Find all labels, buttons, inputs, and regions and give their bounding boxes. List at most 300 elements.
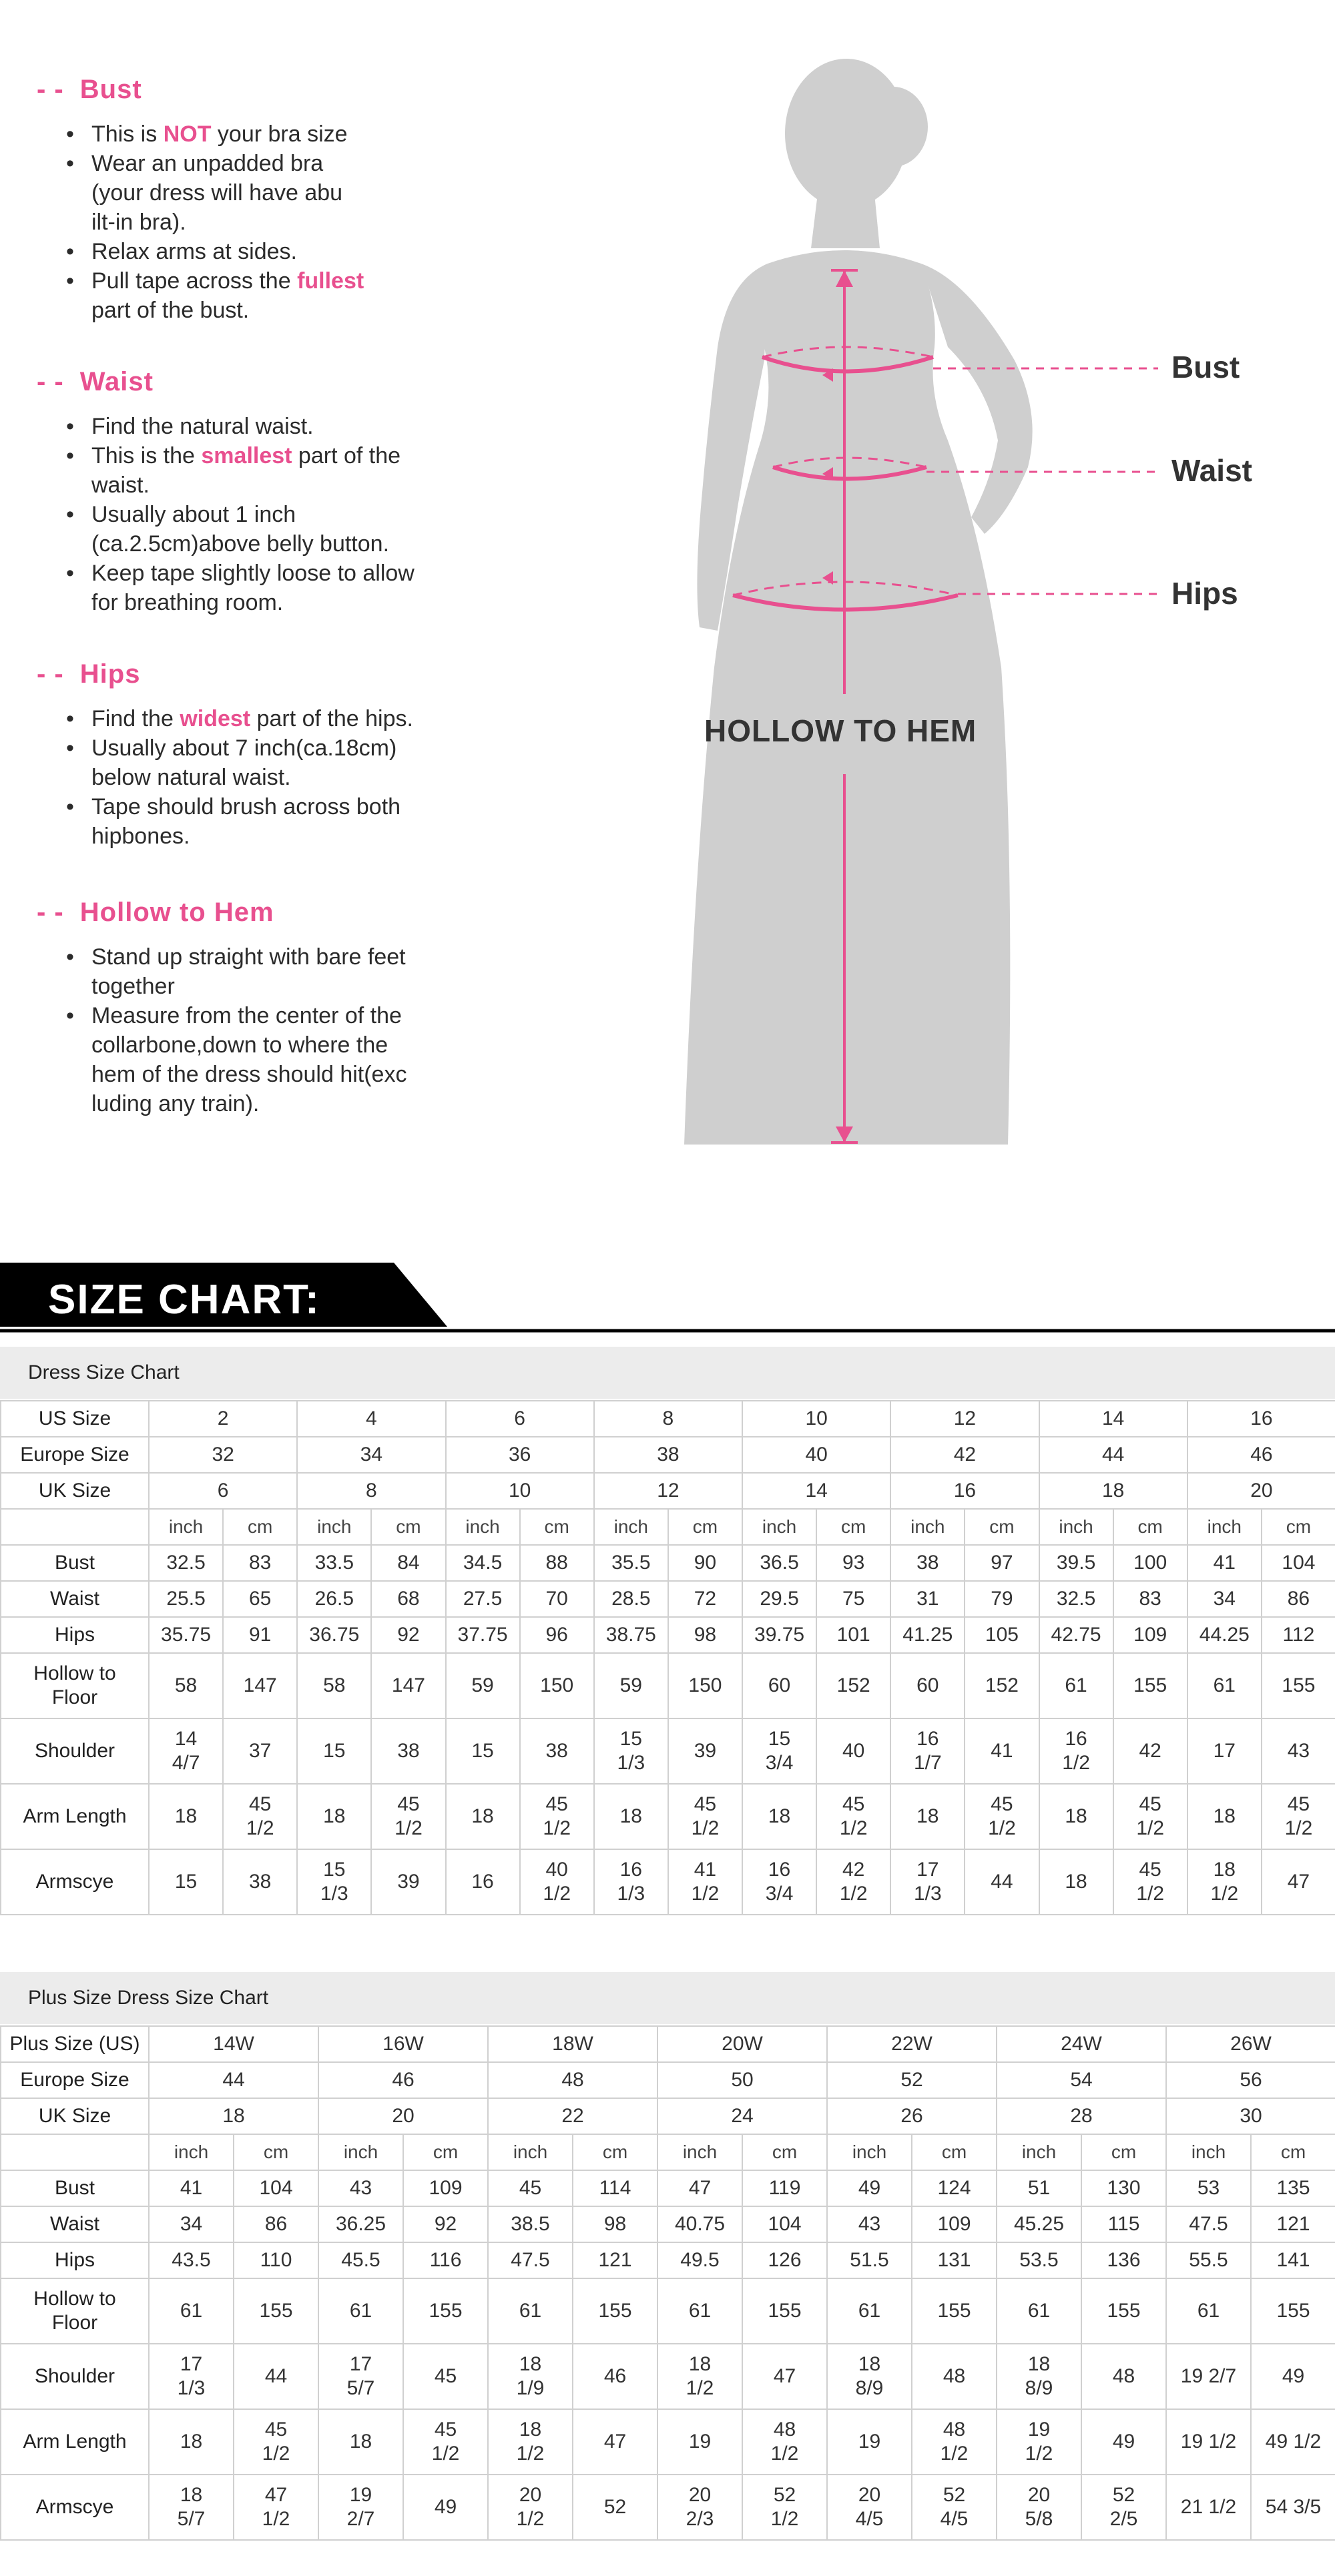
value-cell [997, 2278, 1081, 2344]
value-line: 38 [249, 1871, 272, 1893]
value-line: 19 [1027, 2419, 1051, 2441]
value-cell [965, 1545, 1039, 1581]
value-line: 17 [916, 1859, 939, 1881]
value-line: 43 [1287, 1740, 1310, 1762]
value-cell [371, 1617, 445, 1653]
value-line: 75 [842, 1588, 865, 1610]
value-cell [742, 1849, 816, 1915]
value-cell [573, 2344, 657, 2409]
value-line: 20 [858, 2484, 881, 2506]
unit-inch: inch [1187, 1509, 1262, 1545]
value-cell [668, 1617, 742, 1653]
value-line: 61 [1213, 1674, 1236, 1696]
value-cell [149, 2170, 234, 2206]
value-cell [318, 2344, 403, 2409]
value-cell [488, 2278, 573, 2344]
value-cell [1262, 1849, 1335, 1915]
value-line: 2/5 [1109, 2508, 1138, 2530]
value-line: 5/7 [177, 2508, 206, 2530]
value-line: 16 [768, 1859, 791, 1881]
measurement-row [1, 2409, 1335, 2475]
unit-inch: inch [149, 1509, 223, 1545]
value-line: 20 [688, 2484, 712, 2506]
value-line: 61 [1065, 1674, 1087, 1696]
value-line: 1/2 [988, 1817, 1016, 1839]
unit-cm: cm [912, 2134, 997, 2170]
value-line: 130 [1107, 2177, 1141, 2199]
value-cell [890, 1784, 965, 1849]
size-cell: 26 [827, 2098, 997, 2134]
value-line: 45 [694, 1793, 717, 1815]
value-cell [446, 1718, 520, 1784]
value-line: 79 [991, 1588, 1013, 1610]
value-line: 33.5 [314, 1552, 354, 1574]
value-line: 15 [323, 1859, 346, 1881]
value-cell [965, 1617, 1039, 1653]
value-cell [657, 2278, 742, 2344]
value-line: 92 [434, 2213, 457, 2235]
value-cell [1262, 1653, 1335, 1718]
value-cell [149, 2242, 234, 2278]
value-line: 40 [842, 1740, 865, 1762]
value-cell [573, 2475, 657, 2540]
value-cell [816, 1849, 890, 1915]
value-line: 15 [768, 1728, 791, 1750]
value-cell [403, 2278, 488, 2344]
value-line: 3/4 [765, 1752, 794, 1774]
value-line: 1/2 [1025, 2443, 1053, 2465]
value-line: 45 [397, 1793, 420, 1815]
measurement-row [1, 1653, 1335, 1718]
value-cell [890, 1617, 965, 1653]
value-line: 1/2 [1284, 1817, 1313, 1839]
value-line: 45.5 [341, 2249, 380, 2271]
value-line: 135 [1276, 2177, 1310, 2199]
value-line: 104 [768, 2213, 802, 2235]
value-line: 19 [349, 2484, 372, 2506]
size-cell: 34 [297, 1437, 445, 1473]
value-cell [1187, 1653, 1262, 1718]
value-line: 53 [1197, 2177, 1220, 2199]
value-line: 41.25 [902, 1624, 953, 1646]
value-line: 38.5 [511, 2213, 550, 2235]
row-header [1, 1784, 149, 1849]
value-cell [1039, 1784, 1113, 1849]
size-cell: 16W [318, 2026, 488, 2062]
value-cell [816, 1784, 890, 1849]
value-cell [1166, 2170, 1251, 2206]
size-cell: 12 [890, 1401, 1039, 1437]
value-line: 4/7 [172, 1752, 200, 1774]
hollow-to-hem-label: HOLLOW TO HEM [704, 713, 977, 748]
row-header [1, 2242, 149, 2278]
value-line: 35.5 [611, 1552, 651, 1574]
value-cell [318, 2206, 403, 2242]
row-header [1, 1653, 149, 1718]
value-cell [657, 2206, 742, 2242]
value-cell [403, 2475, 488, 2540]
value-line: 92 [397, 1624, 420, 1646]
value-cell [234, 2475, 318, 2540]
value-line: 49 [1282, 2365, 1305, 2387]
value-line: 34 [1213, 1588, 1236, 1610]
row-header [1, 2344, 149, 2409]
value-line: 1/9 [516, 2377, 545, 2399]
value-cell [149, 2344, 234, 2409]
value-line: 90 [694, 1552, 717, 1574]
value-line: 29.5 [760, 1588, 799, 1610]
size-cell: 18W [488, 2026, 657, 2062]
value-cell [827, 2344, 912, 2409]
value-line: 88 [545, 1552, 568, 1574]
value-cell [1113, 1849, 1187, 1915]
value-cell [742, 1718, 816, 1784]
value-line: 34.5 [463, 1552, 503, 1574]
value-cell [1251, 2409, 1335, 2475]
size-cell: 38 [594, 1437, 742, 1473]
value-line: 43 [349, 2177, 372, 2199]
value-cell [742, 1545, 816, 1581]
value-line: 97 [991, 1552, 1013, 1574]
value-cell [149, 1545, 223, 1581]
value-line: 48 [943, 2365, 966, 2387]
size-cell: 46 [318, 2062, 488, 2098]
size-cell: 36 [446, 1437, 594, 1473]
unit-cm: cm [1113, 1509, 1187, 1545]
value-line: 35.75 [161, 1624, 212, 1646]
value-line: 18 [1065, 1871, 1087, 1893]
value-cell [827, 2409, 912, 2475]
value-line: 58 [174, 1674, 198, 1696]
value-line: 45 [434, 2365, 457, 2387]
value-line: 18 [688, 2353, 712, 2375]
value-cell [1262, 1718, 1335, 1784]
value-line: 18 [1027, 2353, 1051, 2375]
value-line: 114 [599, 2177, 631, 2199]
value-cell [488, 2206, 573, 2242]
value-line: 2/3 [686, 2508, 714, 2530]
bust-label: Bust [1171, 350, 1240, 384]
value-cell [997, 2344, 1081, 2409]
value-line: 1/2 [516, 2443, 545, 2465]
measurement-row [1, 1784, 1335, 1849]
value-cell [149, 1784, 223, 1849]
size-cell: 44 [149, 2062, 318, 2098]
measurement-row [1, 2206, 1335, 2242]
value-cell [827, 2170, 912, 2206]
measurement-row [1, 2170, 1335, 2206]
size-cell: 10 [742, 1401, 890, 1437]
value-line: 40 [545, 1859, 568, 1881]
value-cell [371, 1581, 445, 1617]
unit-cm: cm [668, 1509, 742, 1545]
size-cell: 22 [488, 2098, 657, 2134]
unit-cm: cm [816, 1509, 890, 1545]
value-line: 20 [1027, 2484, 1051, 2506]
value-cell [594, 1653, 668, 1718]
size-cell: 50 [657, 2062, 827, 2098]
value-line: 1/2 [246, 1817, 274, 1839]
row-header [1, 2475, 149, 2540]
value-line: 41 [694, 1859, 717, 1881]
europe-size-row [1, 1437, 1335, 1473]
value-cell [297, 1617, 371, 1653]
value-line: 47 [773, 2365, 796, 2387]
value-cell [1251, 2170, 1335, 2206]
unit-cm: cm [1251, 2134, 1335, 2170]
value-line: 18 [916, 1805, 939, 1827]
value-line: 104 [259, 2177, 293, 2199]
value-cell [234, 2170, 318, 2206]
value-cell [520, 1581, 594, 1617]
value-cell [657, 2170, 742, 2206]
value-cell [1081, 2206, 1166, 2242]
value-line: 155 [1107, 2300, 1141, 2322]
value-cell [912, 2344, 997, 2409]
bullet: • Relax arms at sides. [37, 237, 364, 266]
value-line: 60 [916, 1674, 939, 1696]
value-cell [149, 1581, 223, 1617]
value-line: 98 [603, 2213, 627, 2235]
value-cell [827, 2278, 912, 2344]
value-line: 43 [858, 2213, 881, 2235]
value-cell [890, 1581, 965, 1617]
size-cell: 42 [890, 1437, 1039, 1473]
section-heading: - - Bust [37, 75, 142, 104]
hips-label: Hips [1171, 576, 1238, 611]
value-line: 105 [985, 1624, 1019, 1646]
value-line: 150 [540, 1674, 574, 1696]
unit-inch: inch [488, 2134, 573, 2170]
value-cell [446, 1849, 520, 1915]
value-cell [297, 1545, 371, 1581]
value-cell [1187, 1718, 1262, 1784]
value-line: 41 [1213, 1552, 1236, 1574]
value-line: 19 [688, 2431, 712, 2453]
value-line: 47 [688, 2177, 712, 2199]
value-line: 8/9 [1025, 2377, 1053, 2399]
value-line: 155 [598, 2300, 632, 2322]
size-cell: 52 [827, 2062, 997, 2098]
row-header-line: Hips [54, 2249, 95, 2271]
value-line: 45.25 [1013, 2213, 1065, 2235]
value-cell [403, 2206, 488, 2242]
value-line: 47.5 [1189, 2213, 1228, 2235]
value-line: 43.5 [172, 2249, 211, 2271]
value-cell [488, 2344, 573, 2409]
value-cell [520, 1849, 594, 1915]
value-cell [965, 1784, 1039, 1849]
size-cell: 14 [1039, 1401, 1187, 1437]
measurement-guide [0, 0, 1335, 1195]
value-cell [1187, 1784, 1262, 1849]
plus-chart-title: Plus Size Dress Size Chart [0, 1972, 1335, 2024]
value-line: 19 2/7 [1180, 2365, 1237, 2387]
value-line: 49 [434, 2496, 457, 2518]
value-line: 4/5 [940, 2508, 969, 2530]
us-size-row [1, 1401, 1335, 1437]
value-line: 155 [429, 2300, 463, 2322]
value-line: 109 [937, 2213, 971, 2235]
value-line: 131 [937, 2249, 971, 2271]
size-cell: 8 [297, 1473, 445, 1509]
row-header [1, 2409, 149, 2475]
unit-inch: inch [657, 2134, 742, 2170]
value-line: 104 [1282, 1552, 1316, 1574]
row-header-line: Armscye [35, 1871, 114, 1893]
unit-inch: inch [890, 1509, 965, 1545]
value-cell [827, 2242, 912, 2278]
value-cell [297, 1581, 371, 1617]
value-line: 51 [1027, 2177, 1051, 2199]
bullet: • This is NOT your bra size [37, 119, 364, 149]
value-line: 45 [842, 1793, 865, 1815]
value-cell [446, 1581, 520, 1617]
value-line: 58 [323, 1674, 346, 1696]
value-line: 83 [249, 1552, 272, 1574]
value-line: 116 [429, 2249, 462, 2271]
value-line: 38 [916, 1552, 939, 1574]
value-line: 101 [836, 1624, 870, 1646]
value-line: 61 [1197, 2300, 1220, 2322]
value-line: 31 [916, 1588, 939, 1610]
row-header: UK Size [1, 1473, 149, 1509]
size-cell: 18 [1039, 1473, 1187, 1509]
size-cell: 8 [594, 1401, 742, 1437]
size-cell: 14W [149, 2026, 318, 2062]
dress-size-table [0, 1400, 1335, 1915]
value-line: 45 [1139, 1793, 1161, 1815]
value-cell [965, 1849, 1039, 1915]
value-line: 1/3 [617, 1883, 645, 1905]
value-cell [446, 1545, 520, 1581]
value-line: 1/2 [516, 2508, 545, 2530]
unit-inch: inch [742, 1509, 816, 1545]
value-line: 1/2 [543, 1817, 571, 1839]
value-line: 1/2 [691, 1817, 720, 1839]
value-line: 1/3 [913, 1883, 942, 1905]
value-line: 49.5 [680, 2249, 720, 2271]
value-cell [912, 2242, 997, 2278]
value-cell [1113, 1581, 1187, 1617]
value-line: 52 [943, 2484, 966, 2506]
value-cell [573, 2242, 657, 2278]
value-line: 2/7 [346, 2508, 375, 2530]
europe-size-row [1, 2062, 1335, 2098]
value-line: 32.5 [1056, 1588, 1096, 1610]
value-cell [912, 2170, 997, 2206]
value-cell [297, 1718, 371, 1784]
value-line: 18 [1213, 1805, 1236, 1827]
value-line: 44.25 [1199, 1624, 1250, 1646]
size-cell: 20W [657, 2026, 827, 2062]
unit-inch: inch [594, 1509, 668, 1545]
value-cell [1039, 1581, 1113, 1617]
unit-inch: inch [318, 2134, 403, 2170]
value-line: 65 [249, 1588, 272, 1610]
value-cell [1251, 2278, 1335, 2344]
value-line: 39 [694, 1740, 717, 1762]
unit-cm: cm [573, 2134, 657, 2170]
size-cell: 18 [149, 2098, 318, 2134]
value-line: 17 [1213, 1740, 1236, 1762]
row-header: US Size [1, 1401, 149, 1437]
size-cell: 48 [488, 2062, 657, 2098]
size-cell: 24W [997, 2026, 1166, 2062]
value-line: 44 [264, 2365, 288, 2387]
value-line: 47 [264, 2484, 288, 2506]
value-line: 3/4 [765, 1883, 794, 1905]
value-line: 47.5 [511, 2249, 550, 2271]
value-line: 1/7 [913, 1752, 942, 1774]
value-line: 14 [174, 1728, 198, 1750]
value-line: 55.5 [1189, 2249, 1228, 2271]
value-line: 61 [858, 2300, 881, 2322]
value-cell [1187, 1849, 1262, 1915]
unit-cm: cm [1081, 2134, 1166, 2170]
value-line: 41 [180, 2177, 203, 2199]
value-cell [223, 1581, 297, 1617]
value-line: 126 [768, 2249, 802, 2271]
hair-bun [858, 87, 928, 167]
value-line: 26.5 [314, 1588, 354, 1610]
measurement-row [1, 1718, 1335, 1784]
bullet: • Wear an unpadded bra (your dress will have abu ilt-in bra). [37, 149, 364, 237]
value-cell [912, 2206, 997, 2242]
value-cell [965, 1581, 1039, 1617]
value-line: 45 [249, 1793, 272, 1815]
value-line: 40.75 [674, 2213, 726, 2235]
value-line: 18 [519, 2419, 542, 2441]
size-cell: 12 [594, 1473, 742, 1509]
value-line: 45 [264, 2419, 288, 2441]
value-cell [371, 1849, 445, 1915]
row-header [1, 1617, 149, 1653]
value-line: 147 [243, 1674, 277, 1696]
row-header [1, 1545, 149, 1581]
value-line: 53.5 [1019, 2249, 1059, 2271]
value-line: 52 [603, 2496, 627, 2518]
unit-cm: cm [520, 1509, 594, 1545]
value-line: 36.75 [309, 1624, 360, 1646]
value-line: 72 [694, 1588, 717, 1610]
value-line: 86 [264, 2213, 288, 2235]
unit-inch: inch [1039, 1509, 1113, 1545]
value-line: 155 [259, 2300, 293, 2322]
size-cell: 14 [742, 1473, 890, 1509]
row-header: Europe Size [1, 2062, 149, 2098]
value-line: 121 [1276, 2213, 1310, 2235]
value-cell [594, 1581, 668, 1617]
value-line: 15 [471, 1740, 494, 1762]
value-cell [223, 1784, 297, 1849]
row-header [1, 1718, 149, 1784]
value-cell [1166, 2409, 1251, 2475]
row-header-line: Hollow to [33, 1662, 116, 1684]
value-line: 49 [858, 2177, 881, 2199]
value-cell [520, 1617, 594, 1653]
value-cell [149, 1653, 223, 1718]
unit-cm: cm [403, 2134, 488, 2170]
value-line: 98 [694, 1624, 717, 1646]
value-cell [446, 1653, 520, 1718]
value-line: 152 [836, 1674, 870, 1696]
value-cell [223, 1718, 297, 1784]
value-cell [488, 2242, 573, 2278]
value-line: 45 [545, 1793, 568, 1815]
value-line: 18 [323, 1805, 346, 1827]
value-line: 44 [991, 1871, 1013, 1893]
